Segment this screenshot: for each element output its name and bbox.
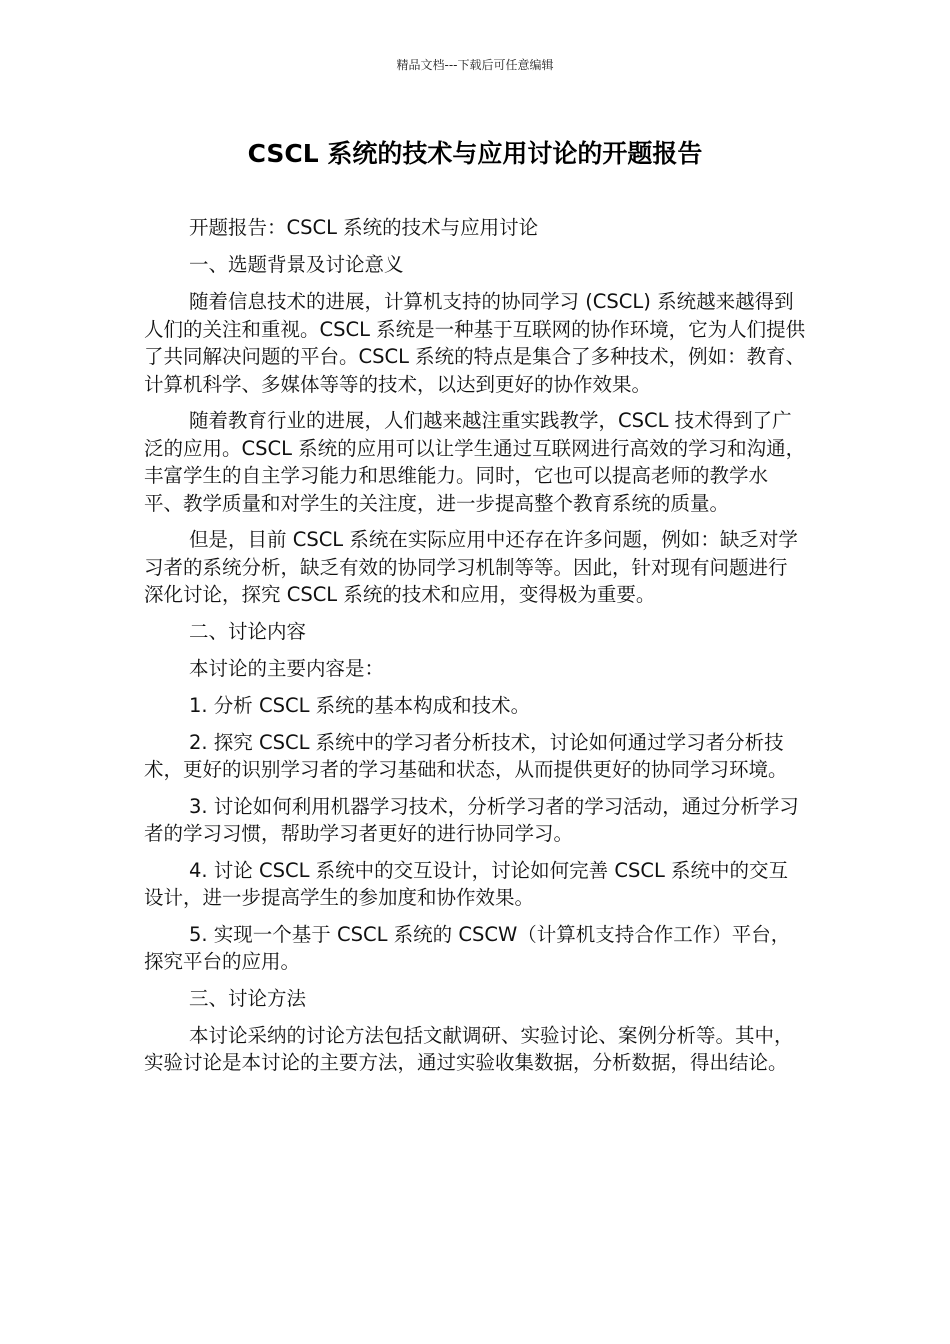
paragraph: 本讨论的主要内容是： (189, 656, 385, 680)
section-heading-method: 三、讨论方法 (189, 986, 307, 1010)
list-item: 1. 分析 CSCL 系统的基本构成和技术。 (189, 693, 531, 717)
paragraph: 但是，目前 CSCL 系统在实际应用中还存在许多问题，例如：缺乏对学习者的系统分析，缺乏有效的协同学习机制等等。因此，针对现有问题进行深化讨论，探究 CSCL 系统的技术和应用，变得极为重要。 (144, 528, 798, 606)
paragraph: 随着信息技术的进展，计算机支持的协同学习 (CSCL) 系统越来越得到人们的关注和重视。CSCL 系统是一种基于互联网的协作环境，它为人们提供了共同解决问题的平台。CSCL 系统的特点是集合了多种技术，例如：教育、计算机科学、多媒体等等的技术，以达到更好的协作效果。 (144, 290, 806, 396)
section-heading-background: 一、选题背景及讨论意义 (189, 253, 404, 276)
list-item: 5. 实现一个基于 CSCL 系统的 CSCW（计算机支持合作工作）平台，探究平台的应用。 (144, 922, 791, 973)
section-heading-content: 二、讨论内容 (189, 619, 307, 643)
paragraph: 随着教育行业的进展，人们越来越注重实践教学，CSCL 技术得到了广泛的应用。CSCL 系统的应用可以让学生通过互联网进行高效的学习和沟通，丰富学生的自主学习能力和思维能力。同时，它也可以提高老师的教学水平、教学质量和对学生的关注度，进一步提高整个教育系统的质量。 (144, 409, 806, 515)
document-title: CSCL 系统的技术与应用讨论的开题报告 (247, 139, 703, 168)
list-item: 4. 讨论 CSCL 系统中的交互设计，讨论如何完善 CSCL 系统中的交互设计，进一步提高学生的参加度和协作效果。 (144, 858, 789, 909)
header-note: 精品文档---下载后可任意编辑 (396, 58, 554, 72)
paragraph: 本讨论采纳的讨论方法包括文献调研、实验讨论、案例分析等。其中，实验讨论是本讨论的主要方法，通过实验收集数据，分析数据，得出结论。 (144, 1023, 794, 1074)
list-item: 3. 讨论如何利用机器学习技术，分析学习者的学习活动，通过分析学习者的学习习惯，帮助学习者更好的进行协同学习。 (144, 794, 799, 845)
list-item: 2. 探究 CSCL 系统中的学习者分析技术，讨论如何通过学习者分析技术，更好的识别学习者的学习基础和状态，从而提供更好的协同学习环境。 (144, 730, 788, 781)
document-body (144, 214, 806, 1086)
report-subtitle: 开题报告：CSCL 系统的技术与应用讨论 (189, 216, 539, 239)
